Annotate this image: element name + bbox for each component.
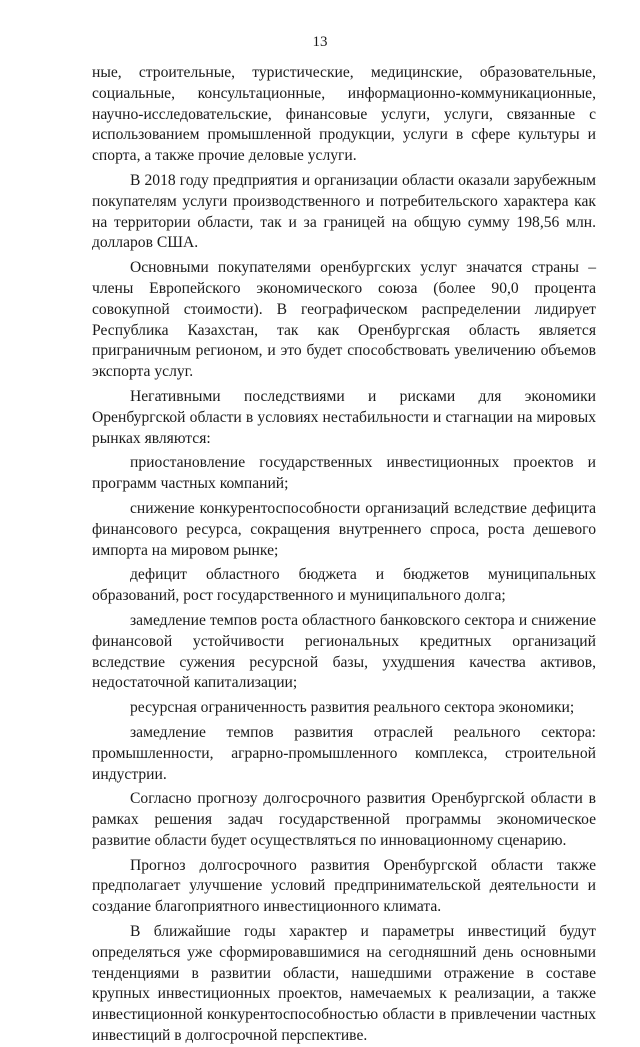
risk-item: дефицит областного бюджета и бюджетов муниципальных образований, рост государственного и муниципального долга; (92, 566, 596, 605)
risk-item: замедление темпов развития отраслей реального сектора: промышленности, аграрно-промышленного комплекса, строительной индустрии. (92, 723, 596, 783)
paragraph-risks-intro: Негативными последствиями и рисками для экономики Оренбургской области в условиях нестабильности и стагнации на мировых рынках являются: (92, 387, 596, 447)
paragraph-export-2018: В 2018 году предприятия и организации области оказали зарубежным покупателям услуги производственного и потребительского характера как на территории области, так и за границей на общую сумму 198,56 млн. долларов США. (92, 171, 596, 252)
page-number: 13 (312, 34, 328, 50)
risk-item: приостановление государственных инвестиционных проектов и программ частных компаний; (92, 454, 596, 493)
paragraph-investments: В ближайшие годы характер и параметры инвестиций будут определяться уже сформировавшимися на сегодняшний день основными тенденциями в развитии области, нашедшими отражение в составе крупных инвестиционных проектов, намечаемых к реализации, а также инвестиционной конкурентоспособностью области в привлечении частных инвестиций в долгосрочной перспективе. (92, 923, 596, 1045)
page-body (92, 63, 596, 1047)
risk-item: ресурсная ограниченность развития реального сектора экономики; (130, 699, 575, 717)
paragraph-buyers: Основными покупателями оренбургских услуг значатся страны – члены Европейского экономического союза (более 90,0 процента совокупной стоимости). В географическом распределении лидирует Республика Казахстан, так как Оренбургская область является приграничным регионом, и это будет способствовать увеличению объемов экспорта услуг. (92, 259, 596, 381)
paragraph-forecast: Согласно прогнозу долгосрочного развития Оренбургской области в рамках решения задач государственной программы экономическое развитие области будет осуществляться по инновационному сценарию. (92, 790, 596, 849)
risk-item: замедление темпов роста областного банковского сектора и снижение финансовой устойчивости региональных кредитных организаций вследствие сужения ресурсной базы, ухудшения качества активов, недостаточной капитализации; (92, 611, 596, 692)
paragraph-continuation: ные, строительные, туристические, медицинские, образовательные, социальные, консультационные, информационно-коммуникационные, научно-исследовательские, финансовые услуги, услуги, связанные с использованием промышленной продукции, услуги в сфере культуры и спорта, а также прочие деловые услуги. (92, 64, 596, 165)
paragraph-forecast-climate: Прогноз долгосрочного развития Оренбургской области также предполагает улучшение условий предпринимательской деятельности и создание благоприятного инвестиционного климата. (92, 856, 596, 916)
risk-item: снижение конкурентоспособности организаций вследствие дефицита финансового ресурса, сокращения внутреннего спроса, роста дешевого импорта на мировом рынке; (92, 499, 596, 559)
